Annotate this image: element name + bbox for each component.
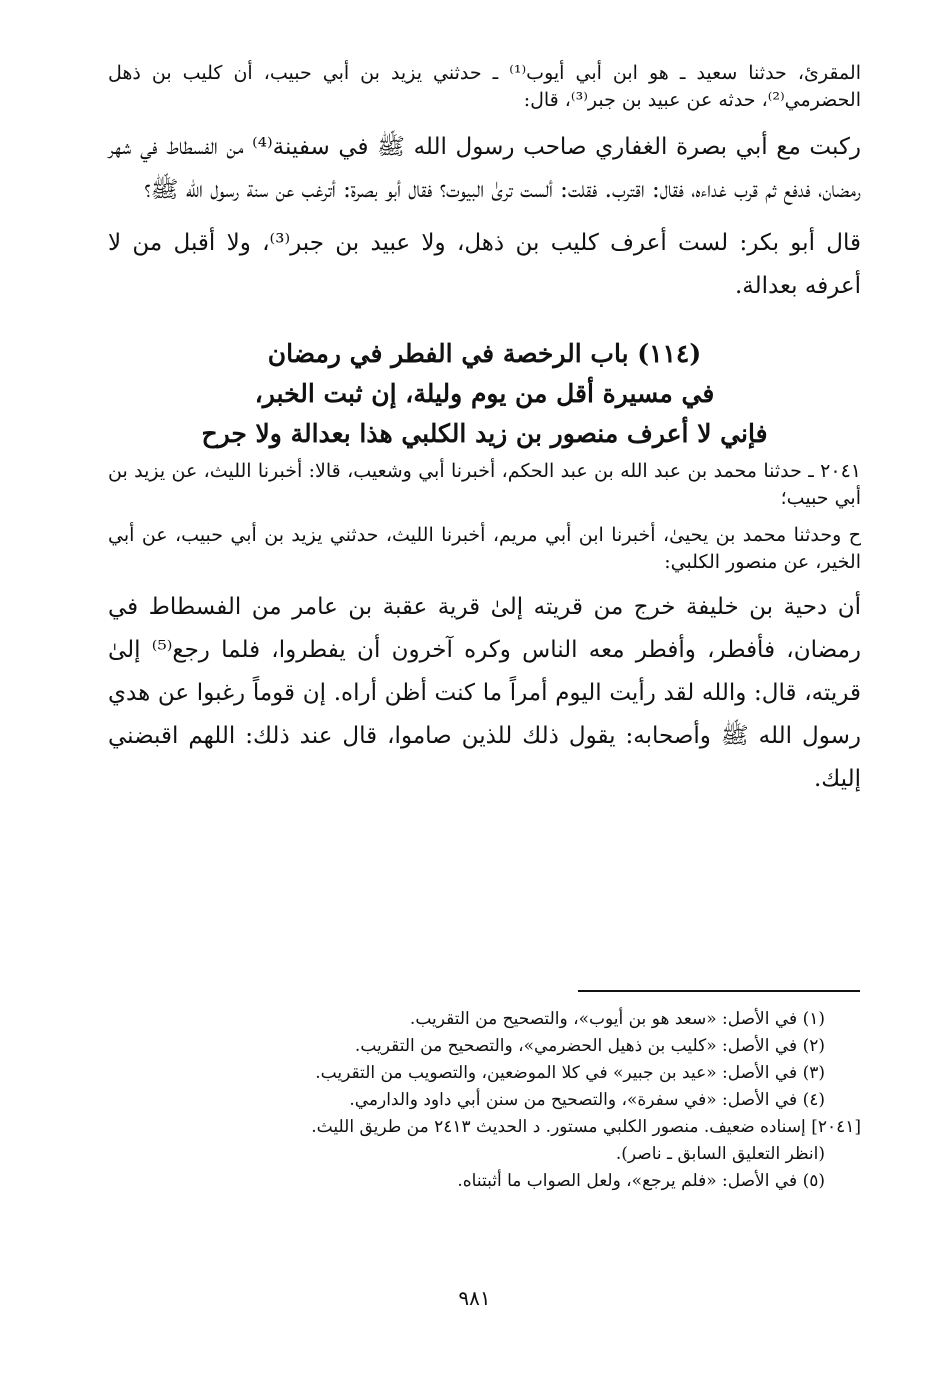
- grading-note: [٢٠٤١] إسناده ضعيف. منصور الكلبي مستور. د الحديث ٢٤١٣ من طريق الليث.: [311, 1117, 861, 1137]
- footnote-1: (١) في الأصل: «سعد هو بن أيوب»، والتصحيح من التقريب.: [409, 1009, 825, 1029]
- hadith-text: ركبت مع أبي بصرة الغفاري صاحب رسول الله ﷺ في سفينة⁽⁴⁾ من الفسطاط في شهر رمضان، فدفع ثم قرب غداءه، فقال: اقترب. فقلت: ألست ترىٰ البيوت؟ فقال أبو بصرة: أترغب عن سنة رسول الله ﷺ؟: [108, 134, 862, 203]
- footnote-4: (٤) في الأصل: «في سفرة»، والتصحيح من سنن أبي داود والدارمي.: [349, 1090, 825, 1110]
- chapter-title-line-2: في مسيرة أقل من يوم وليلة، إن ثبت الخبر،: [254, 379, 715, 408]
- page-body: [108, 60, 861, 811]
- footnotes: [108, 1006, 861, 1195]
- chapter-heading: [108, 334, 861, 454]
- footnote-3: (٣) في الأصل: «عيد بن جبير» في كلا الموضعين، والتصويب من التقريب.: [315, 1063, 825, 1083]
- grading-note-cont: (انظر التعليق السابق ـ ناصر).: [615, 1144, 825, 1164]
- hadith-2041-text: أن دحية بن خليفة خرج من قريته إلىٰ قرية عقبة بن عامر من الفسطاط في رمضان، فأفطر، وأفطر معه الناس وكره آخرون أن يفطروا، فلما رجع⁽⁵⁾ إلىٰ قريته، قال: والله لقد رأيت اليوم أمراً ما كنت أظن أراه. إن قوماً رغبوا عن هدي رسول الله ﷺ وأصحابه: يقول ذلك للذين صاموا، قال عند ذلك: اللهم اقبضني إليك.: [108, 594, 861, 792]
- isnad-chain-1: ٢٠٤١ ـ حدثنا محمد بن عبد الله بن عبد الحكم، أخبرنا أبي وشعيب، قالا: أخبرنا الليث، عن يزيد بن أبي حبيب؛: [108, 460, 861, 509]
- footnote-divider: [578, 990, 860, 992]
- footnote-2: (٢) في الأصل: «كليب بن ذهيل الحضرمي»، والتصحيح من التقريب.: [354, 1036, 825, 1056]
- isnad-chain-2: ح وحدثنا محمد بن يحيىٰ، أخبرنا ابن أبي مريم، أخبرنا الليث، حدثني يزيد بن أبي حبيب، عن أبي الخير، عن منصور الكلبي:: [108, 524, 861, 573]
- isnad-intro: المقرئ، حدثنا سعيد ـ هو ابن أبي أيوب⁽¹⁾ ـ حدثني يزيد بن أبي حبيب، أن كليب بن ذهل الحضرمي⁽²⁾، حدثه عن عبيد بن جبر⁽³⁾، قال:: [108, 62, 861, 111]
- chapter-title-line-1: (١١٤) باب الرخصة في الفطر في رمضان: [267, 339, 702, 368]
- chapter-title-line-3: فإني لا أعرف منصور بن زيد الكلبي هذا بعدالة ولا جرح: [201, 419, 768, 448]
- author-comment: قال أبو بكر: لست أعرف كليب بن ذهل، ولا عبيد بن جبر⁽³⁾، ولا أقبل من لا أعرفه بعدالة.: [108, 230, 861, 299]
- footnote-5: (٥) في الأصل: «فلم يرجع»، ولعل الصواب ما أثبتناه.: [457, 1171, 825, 1191]
- page-number: ٩٨١: [458, 1286, 491, 1310]
